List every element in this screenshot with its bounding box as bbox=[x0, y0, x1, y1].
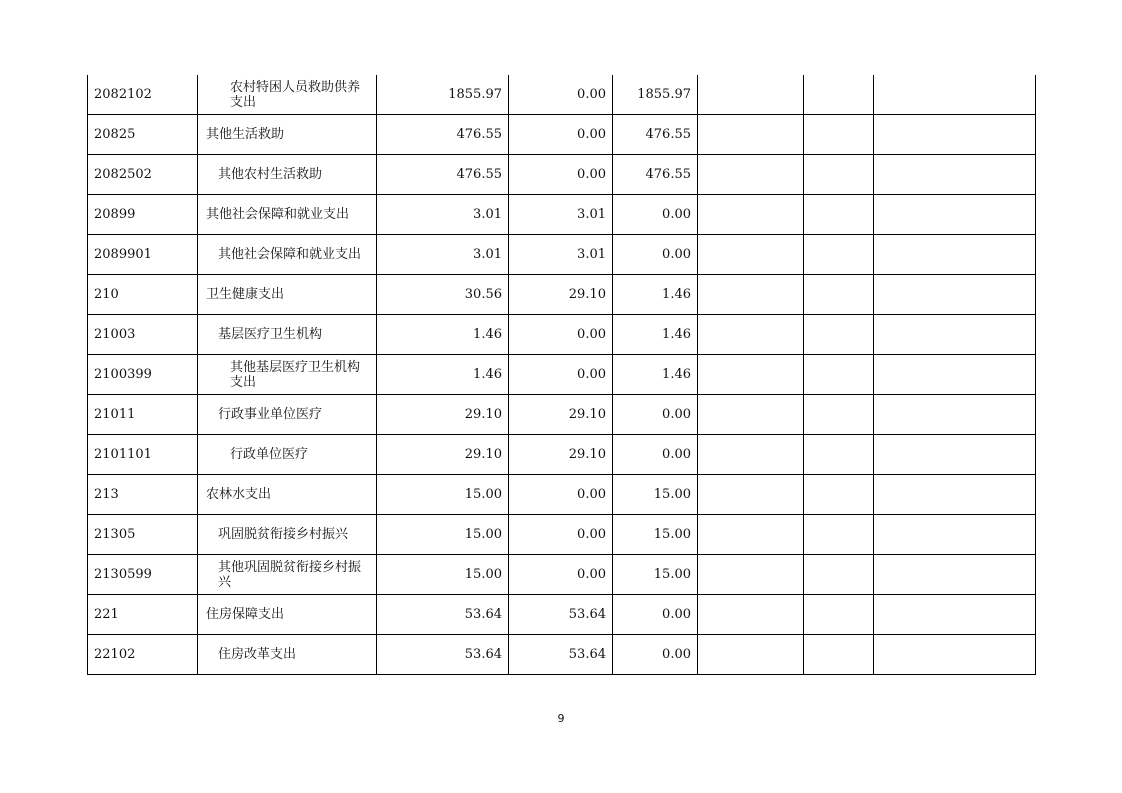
account-code-cell: 20825 bbox=[88, 115, 198, 155]
project-expenditure-cell: 1.46 bbox=[613, 315, 698, 355]
column-8-cell bbox=[874, 515, 1036, 555]
project-expenditure-cell: 0.00 bbox=[613, 395, 698, 435]
account-code-cell: 2101101 bbox=[88, 435, 198, 475]
column-8-cell bbox=[874, 355, 1036, 395]
account-code-cell: 22102 bbox=[88, 635, 198, 675]
column-7-cell bbox=[804, 475, 874, 515]
table-row bbox=[88, 435, 1036, 475]
account-code-cell: 210 bbox=[88, 275, 198, 315]
basic-expenditure-cell: 0.00 bbox=[509, 475, 613, 515]
column-8-cell bbox=[874, 395, 1036, 435]
basic-expenditure-cell: 29.10 bbox=[509, 395, 613, 435]
total-cell: 53.64 bbox=[377, 635, 509, 675]
column-6-cell bbox=[698, 555, 804, 595]
budget-table bbox=[87, 75, 1036, 675]
total-cell: 29.10 bbox=[377, 435, 509, 475]
table-row bbox=[88, 355, 1036, 395]
account-name-cell: 行政事业单位医疗 bbox=[198, 395, 377, 435]
column-7-cell bbox=[804, 235, 874, 275]
account-name-cell: 基层医疗卫生机构 bbox=[198, 315, 377, 355]
account-name-cell: 农村特困人员救助供养支出 bbox=[198, 75, 377, 115]
table-row bbox=[88, 395, 1036, 435]
table-row bbox=[88, 635, 1036, 675]
project-expenditure-cell: 15.00 bbox=[613, 555, 698, 595]
basic-expenditure-cell: 0.00 bbox=[509, 155, 613, 195]
column-7-cell bbox=[804, 515, 874, 555]
project-expenditure-cell: 476.55 bbox=[613, 155, 698, 195]
total-cell: 476.55 bbox=[377, 115, 509, 155]
column-6-cell bbox=[698, 315, 804, 355]
project-expenditure-cell: 1.46 bbox=[613, 355, 698, 395]
column-7-cell bbox=[804, 395, 874, 435]
basic-expenditure-cell: 0.00 bbox=[509, 515, 613, 555]
account-name-cell: 其他生活救助 bbox=[198, 115, 377, 155]
table-row bbox=[88, 155, 1036, 195]
account-code-cell: 21305 bbox=[88, 515, 198, 555]
column-6-cell bbox=[698, 395, 804, 435]
column-6-cell bbox=[698, 235, 804, 275]
basic-expenditure-cell: 53.64 bbox=[509, 595, 613, 635]
project-expenditure-cell: 0.00 bbox=[613, 595, 698, 635]
column-6-cell bbox=[698, 595, 804, 635]
column-7-cell bbox=[804, 355, 874, 395]
total-cell: 1855.97 bbox=[377, 75, 509, 115]
column-8-cell bbox=[874, 475, 1036, 515]
project-expenditure-cell: 15.00 bbox=[613, 515, 698, 555]
column-8-cell bbox=[874, 235, 1036, 275]
column-6-cell bbox=[698, 435, 804, 475]
column-7-cell bbox=[804, 435, 874, 475]
account-name-cell: 行政单位医疗 bbox=[198, 435, 377, 475]
account-code-cell: 221 bbox=[88, 595, 198, 635]
table-row bbox=[88, 275, 1036, 315]
total-cell: 15.00 bbox=[377, 475, 509, 515]
table-row bbox=[88, 235, 1036, 275]
project-expenditure-cell: 0.00 bbox=[613, 435, 698, 475]
page-number: 9 bbox=[557, 712, 565, 725]
account-name-cell: 其他农村生活救助 bbox=[198, 155, 377, 195]
table-body bbox=[88, 75, 1036, 675]
total-cell: 476.55 bbox=[377, 155, 509, 195]
project-expenditure-cell: 0.00 bbox=[613, 635, 698, 675]
column-6-cell bbox=[698, 155, 804, 195]
project-expenditure-cell: 0.00 bbox=[613, 235, 698, 275]
column-8-cell bbox=[874, 155, 1036, 195]
table-row bbox=[88, 475, 1036, 515]
account-name-cell: 其他巩固脱贫衔接乡村振兴 bbox=[198, 555, 377, 595]
table-row bbox=[88, 195, 1036, 235]
account-code-cell: 21011 bbox=[88, 395, 198, 435]
account-name-cell: 卫生健康支出 bbox=[198, 275, 377, 315]
account-name-cell: 农林水支出 bbox=[198, 475, 377, 515]
column-6-cell bbox=[698, 195, 804, 235]
column-7-cell bbox=[804, 595, 874, 635]
total-cell: 3.01 bbox=[377, 235, 509, 275]
total-cell: 3.01 bbox=[377, 195, 509, 235]
account-name-cell: 住房改革支出 bbox=[198, 635, 377, 675]
column-7-cell bbox=[804, 315, 874, 355]
column-6-cell bbox=[698, 75, 804, 115]
column-8-cell bbox=[874, 635, 1036, 675]
account-code-cell: 2082102 bbox=[88, 75, 198, 115]
basic-expenditure-cell: 0.00 bbox=[509, 115, 613, 155]
account-code-cell: 2089901 bbox=[88, 235, 198, 275]
total-cell: 15.00 bbox=[377, 555, 509, 595]
column-6-cell bbox=[698, 115, 804, 155]
total-cell: 1.46 bbox=[377, 355, 509, 395]
basic-expenditure-cell: 53.64 bbox=[509, 635, 613, 675]
basic-expenditure-cell: 0.00 bbox=[509, 555, 613, 595]
column-6-cell bbox=[698, 355, 804, 395]
account-code-cell: 213 bbox=[88, 475, 198, 515]
account-name-cell: 住房保障支出 bbox=[198, 595, 377, 635]
project-expenditure-cell: 476.55 bbox=[613, 115, 698, 155]
column-7-cell bbox=[804, 275, 874, 315]
column-8-cell bbox=[874, 275, 1036, 315]
account-name-cell: 其他基层医疗卫生机构支出 bbox=[198, 355, 377, 395]
project-expenditure-cell: 1855.97 bbox=[613, 75, 698, 115]
column-7-cell bbox=[804, 635, 874, 675]
column-8-cell bbox=[874, 75, 1036, 115]
account-code-cell: 21003 bbox=[88, 315, 198, 355]
column-8-cell bbox=[874, 555, 1036, 595]
total-cell: 15.00 bbox=[377, 515, 509, 555]
account-code-cell: 20899 bbox=[88, 195, 198, 235]
total-cell: 30.56 bbox=[377, 275, 509, 315]
column-6-cell bbox=[698, 515, 804, 555]
column-7-cell bbox=[804, 555, 874, 595]
column-7-cell bbox=[804, 155, 874, 195]
basic-expenditure-cell: 3.01 bbox=[509, 195, 613, 235]
account-name-cell: 其他社会保障和就业支出 bbox=[198, 235, 377, 275]
project-expenditure-cell: 15.00 bbox=[613, 475, 698, 515]
column-6-cell bbox=[698, 635, 804, 675]
basic-expenditure-cell: 29.10 bbox=[509, 435, 613, 475]
account-name-cell: 巩固脱贫衔接乡村振兴 bbox=[198, 515, 377, 555]
column-8-cell bbox=[874, 595, 1036, 635]
account-name-cell: 其他社会保障和就业支出 bbox=[198, 195, 377, 235]
table-row bbox=[88, 595, 1036, 635]
table-row bbox=[88, 75, 1036, 115]
column-8-cell bbox=[874, 195, 1036, 235]
basic-expenditure-cell: 0.00 bbox=[509, 315, 613, 355]
basic-expenditure-cell: 29.10 bbox=[509, 275, 613, 315]
account-code-cell: 2082502 bbox=[88, 155, 198, 195]
project-expenditure-cell: 0.00 bbox=[613, 195, 698, 235]
account-code-cell: 2130599 bbox=[88, 555, 198, 595]
table-row bbox=[88, 555, 1036, 595]
column-8-cell bbox=[874, 315, 1036, 355]
project-expenditure-cell: 1.46 bbox=[613, 275, 698, 315]
total-cell: 53.64 bbox=[377, 595, 509, 635]
basic-expenditure-cell: 3.01 bbox=[509, 235, 613, 275]
column-8-cell bbox=[874, 115, 1036, 155]
basic-expenditure-cell: 0.00 bbox=[509, 75, 613, 115]
table-row bbox=[88, 515, 1036, 555]
column-7-cell bbox=[804, 195, 874, 235]
total-cell: 29.10 bbox=[377, 395, 509, 435]
table-row bbox=[88, 115, 1036, 155]
column-6-cell bbox=[698, 475, 804, 515]
column-7-cell bbox=[804, 115, 874, 155]
account-code-cell: 2100399 bbox=[88, 355, 198, 395]
total-cell: 1.46 bbox=[377, 315, 509, 355]
column-6-cell bbox=[698, 275, 804, 315]
basic-expenditure-cell: 0.00 bbox=[509, 355, 613, 395]
column-7-cell bbox=[804, 75, 874, 115]
table-row bbox=[88, 315, 1036, 355]
column-8-cell bbox=[874, 435, 1036, 475]
